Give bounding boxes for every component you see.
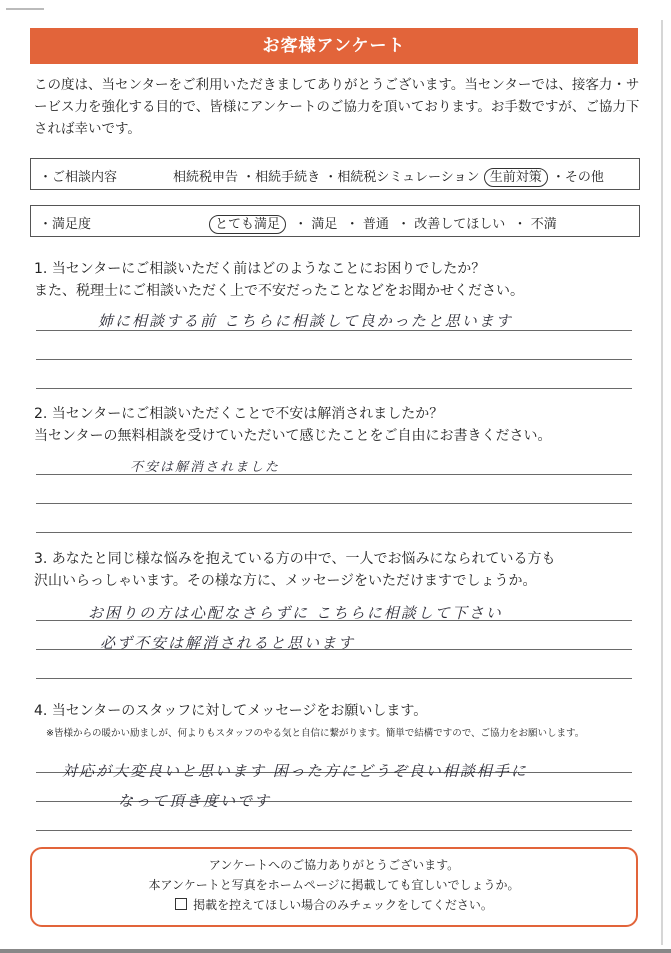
option-other[interactable]: その他 [564,170,604,185]
satisfaction-row [30,205,640,237]
option-tax-simulation[interactable]: 相続税シミュレーション [337,170,480,185]
answer-1-line-1: 姉に相談する前 こちらに相談して良かったと思います [98,312,513,330]
option-neutral[interactable]: 普通 [362,217,389,232]
page-edge [661,20,663,945]
answer-2-line-1: 不安は解消されました [130,460,281,475]
answer-4-line-2: なって頂き度いです [118,792,272,810]
footer-box [30,847,638,927]
footer-checkbox-row[interactable] [32,895,636,915]
answer-lines-4 [36,744,632,831]
option-inheritance-procedures[interactable]: 相続手続き [255,170,321,185]
intro-text: この度は、当センターをご利用いただきましてありがとうございます。当センターでは、接客力・サービス力を強化する目的で、皆様にアンケートのご協力を頂いております。お手数ですが、ご協力下されば幸いです。 [34,77,640,137]
consultation-row [30,158,640,190]
scan-mark [6,8,44,10]
option-needs-improvement[interactable]: 改善してほしい [414,217,506,232]
footer-publish-question: 本アンケートと写真をホームページに掲載しても宜しいでしょうか。 [148,878,520,892]
option-inheritance-tax-filing[interactable]: 相続税申告 [173,170,239,185]
question-4: 4. 当センターのスタッフに対してメッセージをお願いします。 [34,703,428,719]
option-very-satisfied[interactable]: とても満足 [209,215,286,234]
answer-lines-2 [36,446,632,533]
question-3: 3. あなたと同じ様な悩みを抱えている方の中で、一人でお悩みになられている方も 沢山いらっしゃいます。その様な方に、メッセージをいただけますでしょうか。 [34,551,556,589]
satisfaction-label: ・満足度 [39,217,92,232]
survey-title: お客様アンケート [30,28,638,64]
answer-3-line-2: 必ず不安は解消されると思います [100,634,356,652]
footer-checkbox-label: 掲載を控えてほしい場合のみチェックをしてください。 [193,898,493,912]
page-bottom-edge [0,949,671,953]
option-dissatisfied[interactable]: 不満 [530,217,557,232]
answer-3-line-1: お困りの方は心配なさらずに こちらに相談して下さい [88,604,503,622]
publish-optout-checkbox[interactable] [175,898,187,910]
answer-4-line-1: 対応が大変良いと思います 困った方にどうぞ良い相談相手に [62,762,528,780]
question-2: 2. 当センターにご相談いただくことで不安は解消されましたか？ 当センターの無料相談を受けていただいて感じたことをご自由にお書きください。 [34,406,552,444]
question-1: 1. 当センターにご相談いただく前はどのようなことにお困りでしたか？ また、税理士にご相談いただく上で不安だったことなどをお聞かせください。 [34,261,524,299]
satisfaction-options: とても満足 ・ 満足 ・ 普通 ・ 改善してほしい ・ 不満 [209,213,557,232]
consultation-label: ・ご相談内容 [39,170,118,185]
question-4-note: ※皆様からの暖かい励ましが、何よりもスタッフのやる気と自信に繋がります。簡単で結構ですので、ご協力をお願いします。 [46,728,585,739]
option-satisfied[interactable]: 満足 [311,217,338,232]
consultation-options: 相続税申告 ・相続手続き ・相続税シミュレーション 生前対策 ・その他 [173,170,604,185]
footer-thanks: アンケートへのご協力ありがとうございます。 [208,858,460,872]
option-pre-death-planning[interactable]: 生前対策 [484,168,548,187]
